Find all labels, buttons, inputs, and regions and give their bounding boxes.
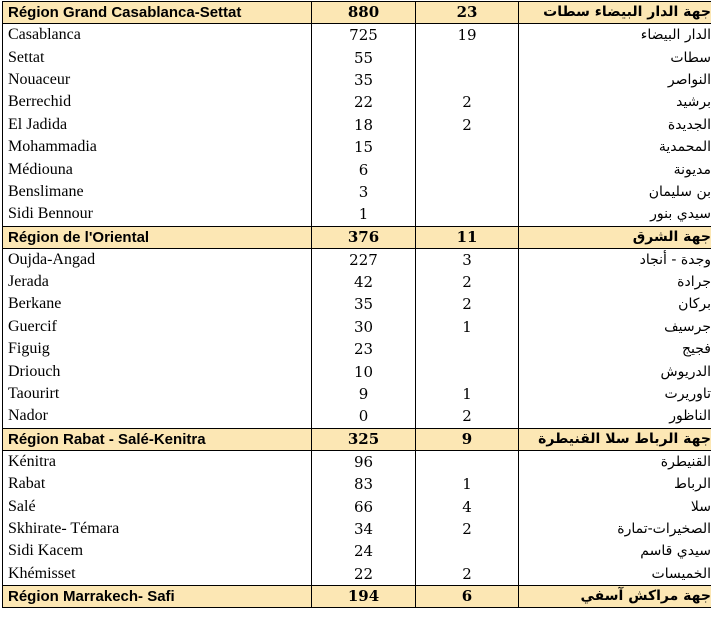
region-row [3, 2, 711, 24]
deaths-cell: 1 [416, 473, 519, 495]
cases-cell: 35 [312, 69, 416, 91]
region-row [3, 226, 711, 248]
table-row [3, 450, 711, 473]
name-cell: Région de l'Oriental [3, 226, 312, 248]
deaths-cell: 23 [416, 2, 519, 24]
cases-cell: 42 [312, 271, 416, 293]
arabic-name-cell: مديونة [519, 158, 711, 180]
table-row [3, 114, 711, 136]
table-row [3, 360, 711, 382]
cases-cell: 24 [312, 540, 416, 562]
cases-cell: 15 [312, 136, 416, 158]
deaths-cell: 2 [416, 563, 519, 586]
arabic-name-cell: سلا [519, 495, 711, 517]
arabic-name-cell: القنيطرة [519, 450, 711, 473]
name-cell: Guercif [3, 316, 312, 338]
table-row [3, 316, 711, 338]
name-cell: Sidi Bennour [3, 203, 312, 226]
deaths-cell [416, 540, 519, 562]
name-cell: Rabat [3, 473, 312, 495]
arabic-name-cell: الخميسات [519, 563, 711, 586]
deaths-cell [416, 46, 519, 68]
cases-cell: 9 [312, 383, 416, 405]
cases-cell: 325 [312, 428, 416, 450]
deaths-cell [416, 450, 519, 473]
table-row [3, 563, 711, 586]
name-cell: Taourirt [3, 383, 312, 405]
region-row [3, 428, 711, 450]
deaths-cell [416, 360, 519, 382]
cases-cell: 83 [312, 473, 416, 495]
deaths-cell [416, 181, 519, 203]
deaths-cell [416, 203, 519, 226]
deaths-cell: 2 [416, 293, 519, 315]
cases-cell: 55 [312, 46, 416, 68]
region-row [3, 585, 711, 607]
cases-cell: 1 [312, 203, 416, 226]
arabic-name-cell: جرادة [519, 271, 711, 293]
arabic-name-cell: بركان [519, 293, 711, 315]
deaths-cell: 4 [416, 495, 519, 517]
name-cell: Région Rabat - Salé-Kenitra [3, 428, 312, 450]
deaths-cell [416, 158, 519, 180]
cases-cell: 194 [312, 585, 416, 607]
name-cell: Salé [3, 495, 312, 517]
name-cell: Berkane [3, 293, 312, 315]
name-cell: El Jadida [3, 114, 312, 136]
name-cell: Benslimane [3, 181, 312, 203]
arabic-name-cell: برشيد [519, 91, 711, 113]
name-cell: Région Grand Casablanca-Settat [3, 2, 312, 24]
arabic-name-cell: جهة الشرق [519, 226, 711, 248]
cases-cell: 880 [312, 2, 416, 24]
name-cell: Berrechid [3, 91, 312, 113]
table-row [3, 91, 711, 113]
table-row [3, 495, 711, 517]
deaths-cell: 2 [416, 405, 519, 428]
deaths-cell: 9 [416, 428, 519, 450]
name-cell: Médiouna [3, 158, 312, 180]
table-row [3, 473, 711, 495]
arabic-name-cell: بن سليمان [519, 181, 711, 203]
table-row [3, 383, 711, 405]
cases-cell: 22 [312, 91, 416, 113]
arabic-name-cell: سيدي بنور [519, 203, 711, 226]
arabic-name-cell: الصخيرات-تمارة [519, 518, 711, 540]
arabic-name-cell: الجديدة [519, 114, 711, 136]
name-cell: Settat [3, 46, 312, 68]
cases-table [2, 1, 711, 608]
arabic-name-cell: الناظور [519, 405, 711, 428]
arabic-name-cell: النواصر [519, 69, 711, 91]
table-row [3, 24, 711, 47]
name-cell: Casablanca [3, 24, 312, 47]
cases-cell: 376 [312, 226, 416, 248]
name-cell: Mohammadia [3, 136, 312, 158]
cases-cell: 22 [312, 563, 416, 586]
arabic-name-cell: الرباط [519, 473, 711, 495]
cases-cell: 34 [312, 518, 416, 540]
table-row [3, 158, 711, 180]
name-cell: Skhirate- Témara [3, 518, 312, 540]
cases-cell: 96 [312, 450, 416, 473]
name-cell: Driouch [3, 360, 312, 382]
cases-cell: 18 [312, 114, 416, 136]
name-cell: Sidi Kacem [3, 540, 312, 562]
table-row [3, 203, 711, 226]
deaths-cell: 1 [416, 383, 519, 405]
cases-cell: 10 [312, 360, 416, 382]
cases-cell: 0 [312, 405, 416, 428]
name-cell: Oujda-Angad [3, 248, 312, 271]
cases-cell: 30 [312, 316, 416, 338]
arabic-name-cell: جهة الرباط سلا القنيطرة [519, 428, 711, 450]
cases-cell: 23 [312, 338, 416, 360]
table-row [3, 46, 711, 68]
table-row [3, 136, 711, 158]
cases-cell: 227 [312, 248, 416, 271]
table-row [3, 518, 711, 540]
name-cell: Jerada [3, 271, 312, 293]
deaths-cell: 1 [416, 316, 519, 338]
deaths-cell: 2 [416, 518, 519, 540]
deaths-cell: 3 [416, 248, 519, 271]
table-row [3, 248, 711, 271]
cases-cell: 6 [312, 158, 416, 180]
arabic-name-cell: وجدة - أنجاد [519, 248, 711, 271]
arabic-name-cell: فجيج [519, 338, 711, 360]
cases-cell: 725 [312, 24, 416, 47]
deaths-cell: 2 [416, 271, 519, 293]
deaths-cell: 6 [416, 585, 519, 607]
arabic-name-cell: سطات [519, 46, 711, 68]
table-row [3, 271, 711, 293]
deaths-cell [416, 338, 519, 360]
cases-cell: 3 [312, 181, 416, 203]
name-cell: Kénitra [3, 450, 312, 473]
deaths-cell: 11 [416, 226, 519, 248]
name-cell: Nouaceur [3, 69, 312, 91]
table-row [3, 293, 711, 315]
deaths-cell [416, 136, 519, 158]
table-row [3, 338, 711, 360]
cases-cell: 35 [312, 293, 416, 315]
deaths-cell: 19 [416, 24, 519, 47]
name-cell: Khémisset [3, 563, 312, 586]
arabic-name-cell: سيدي قاسم [519, 540, 711, 562]
cases-cell: 66 [312, 495, 416, 517]
deaths-cell [416, 69, 519, 91]
arabic-name-cell: جرسيف [519, 316, 711, 338]
arabic-name-cell: جهة مراكش آسفي [519, 585, 711, 607]
arabic-name-cell: الدار البيضاء [519, 24, 711, 47]
cases-table-body [3, 2, 711, 608]
table-row [3, 540, 711, 562]
name-cell: Nador [3, 405, 312, 428]
table-row [3, 405, 711, 428]
table-row [3, 181, 711, 203]
name-cell: Région Marrakech- Safi [3, 585, 312, 607]
name-cell: Figuig [3, 338, 312, 360]
arabic-name-cell: الدريوش [519, 360, 711, 382]
deaths-cell: 2 [416, 114, 519, 136]
arabic-name-cell: جهة الدار البيضاء سطات [519, 2, 711, 24]
arabic-name-cell: المحمدية [519, 136, 711, 158]
table-row [3, 69, 711, 91]
arabic-name-cell: تاوريرت [519, 383, 711, 405]
deaths-cell: 2 [416, 91, 519, 113]
